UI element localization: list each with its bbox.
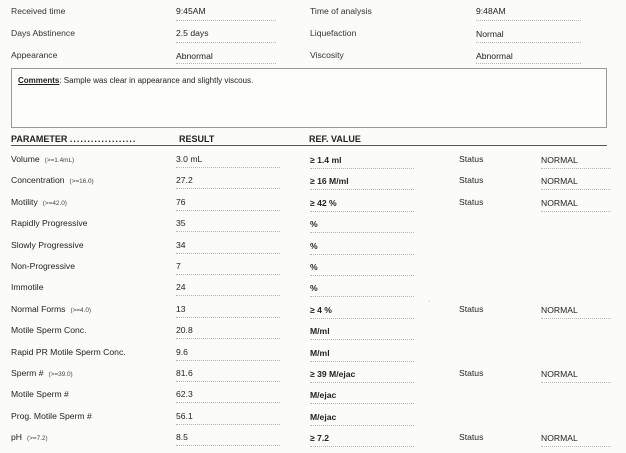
- comments-label: Comments: [18, 76, 60, 85]
- parameter-cell: [11, 240, 84, 250]
- parameter-cell: [11, 347, 126, 357]
- divider: [176, 295, 280, 296]
- divider: [176, 381, 280, 382]
- result-value: 3.0 mL: [176, 154, 203, 164]
- comments: [18, 76, 253, 85]
- status-value: NORMAL: [541, 433, 578, 443]
- comments-box: [11, 68, 607, 128]
- comments-text: : Sample was clear in appearance and slightly viscous.: [59, 76, 254, 85]
- status-label: Status: [459, 175, 484, 185]
- divider: [176, 360, 280, 361]
- divider: [310, 446, 414, 447]
- status-label: Status: [459, 432, 484, 442]
- divider: [310, 254, 414, 255]
- divider: [176, 63, 276, 64]
- divider: [541, 382, 611, 383]
- divider: [310, 296, 414, 297]
- reference-range: (>=39.0): [48, 371, 73, 378]
- divider: [310, 339, 414, 340]
- parameter-name: Slowly Progressive: [11, 240, 84, 250]
- parameter-name: Prog. Motile Sperm #: [11, 411, 92, 421]
- parameter-name: Rapid PR Motile Sperm Conc.: [11, 347, 126, 357]
- reference-value: ≥ 16 M/ml: [310, 176, 349, 186]
- reference-value: M/ejac: [310, 412, 337, 422]
- reference-value: %: [310, 262, 318, 272]
- stray-mark: ·: [428, 298, 431, 305]
- reference-value: %: [310, 219, 318, 229]
- divider: [176, 167, 280, 168]
- result-value: 20.8: [176, 325, 193, 335]
- parameter-cell: [11, 304, 91, 314]
- divider: [310, 275, 414, 276]
- header-divider: [11, 145, 607, 146]
- parameter-cell: [11, 218, 87, 228]
- result-value: 76: [176, 197, 186, 207]
- result-value: 7: [176, 261, 181, 271]
- divider: [310, 425, 414, 426]
- reference-value: %: [310, 283, 318, 293]
- reference-range: (>=42.0): [42, 200, 67, 207]
- divider: [310, 211, 414, 212]
- divider: [176, 424, 280, 425]
- appearance-label: Appearance: [11, 50, 58, 60]
- divider: [310, 189, 414, 190]
- divider: [176, 231, 280, 232]
- received-time-label: Received time: [11, 6, 66, 16]
- result-value: 8.5: [176, 432, 188, 442]
- status-value: NORMAL: [541, 305, 578, 315]
- divider: [176, 42, 276, 43]
- reference-value: M/ejac: [310, 390, 337, 400]
- parameter-name: Motile Sperm #: [11, 389, 69, 399]
- liquefaction-value: Normal: [476, 29, 504, 39]
- reference-value: ≥ 7.2: [310, 433, 330, 443]
- reference-value: ≥ 39 M/ejac: [310, 369, 356, 379]
- parameter-name: Volume: [11, 154, 40, 164]
- viscosity-value: Abnormal: [476, 51, 513, 61]
- parameter-cell: [11, 411, 92, 421]
- reference-value: ≥ 42 %: [310, 198, 337, 208]
- result-value: 34: [176, 240, 186, 250]
- parameter-name: Normal Forms: [11, 304, 66, 314]
- result-value: 27.2: [176, 175, 193, 185]
- header-result: RESULT: [179, 134, 215, 144]
- reference-range: (>=1.4mL): [44, 157, 75, 164]
- header-parameter-label: PARAMETER: [11, 134, 68, 144]
- status-value: NORMAL: [541, 155, 578, 165]
- divider: [310, 403, 414, 404]
- divider: [476, 42, 581, 43]
- divider: [476, 63, 581, 64]
- reference-value: ≥ 1.4 ml: [310, 155, 342, 165]
- divider: [541, 189, 611, 190]
- status-value: NORMAL: [541, 176, 578, 186]
- parameter-cell: [11, 368, 73, 378]
- parameter-name: Rapidly Progressive: [11, 218, 88, 228]
- divider: [310, 361, 414, 362]
- divider: [310, 382, 414, 383]
- divider: [176, 402, 280, 403]
- divider: [541, 168, 611, 169]
- divider: [176, 210, 280, 211]
- divider: [176, 274, 280, 275]
- reference-range: (>=7.2): [27, 435, 48, 442]
- days-abstinence-label: Days Abstinence: [11, 28, 76, 38]
- parameter-name: Motile Sperm Conc.: [11, 325, 87, 335]
- received-time-value: 9:45AM: [176, 6, 206, 16]
- status-value: NORMAL: [541, 369, 578, 379]
- parameter-cell: [11, 389, 69, 399]
- parameter-name: Non-Progressive: [11, 261, 75, 271]
- parameter-cell: [11, 261, 75, 271]
- time-of-analysis-value: 9:48AM: [476, 6, 506, 16]
- status-value: NORMAL: [541, 198, 578, 208]
- header-parameter: [11, 134, 136, 144]
- parameter-name: Sperm #: [11, 368, 44, 378]
- divider: [176, 20, 276, 21]
- header-dots: ...................: [69, 134, 137, 144]
- parameter-cell: [11, 154, 74, 164]
- parameter-name: Immotile: [11, 282, 44, 292]
- divider: [541, 446, 611, 447]
- parameter-cell: [11, 197, 67, 207]
- result-value: 35: [176, 218, 186, 228]
- reference-range: (>=4.0): [70, 307, 92, 314]
- result-value: 9.6: [176, 347, 188, 357]
- divider: [176, 445, 280, 446]
- divider: [176, 317, 280, 318]
- divider: [310, 232, 414, 233]
- days-abstinence-value: 2.5 days: [176, 28, 209, 38]
- divider: [310, 318, 414, 319]
- reference-value: ≥ 4 %: [310, 305, 332, 315]
- result-value: 13: [176, 304, 186, 314]
- divider: [476, 20, 581, 21]
- viscosity-label: Viscosity: [310, 50, 344, 60]
- divider: [310, 168, 414, 169]
- result-value: 24: [176, 282, 186, 292]
- parameter-name: pH: [11, 432, 22, 442]
- liquefaction-label: Liquefaction: [310, 28, 357, 38]
- appearance-value: Abnormal: [176, 51, 213, 61]
- status-label: Status: [459, 368, 484, 378]
- result-value: 62.3: [176, 389, 193, 399]
- parameter-name: Motility: [11, 197, 38, 207]
- time-of-analysis-label: Time of analysis: [310, 6, 372, 16]
- header-ref-value: REF. VALUE: [309, 134, 361, 144]
- reference-range: (>=16.0): [69, 178, 94, 185]
- divider: [176, 188, 280, 189]
- reference-value: M/ml: [310, 326, 330, 336]
- divider: [176, 338, 280, 339]
- status-label: Status: [459, 304, 484, 314]
- reference-value: %: [310, 241, 318, 251]
- status-label: Status: [459, 197, 484, 207]
- status-label: Status: [459, 154, 484, 164]
- result-value: 81.6: [176, 368, 193, 378]
- parameter-cell: [11, 432, 48, 442]
- reference-value: M/ml: [310, 348, 330, 358]
- divider: [541, 211, 611, 212]
- parameter-name: Concentration: [11, 175, 65, 185]
- divider: [541, 318, 611, 319]
- parameter-cell: [11, 175, 94, 185]
- parameter-cell: [11, 325, 86, 335]
- divider: [176, 253, 280, 254]
- parameter-cell: [11, 282, 43, 292]
- result-value: 56.1: [176, 411, 193, 421]
